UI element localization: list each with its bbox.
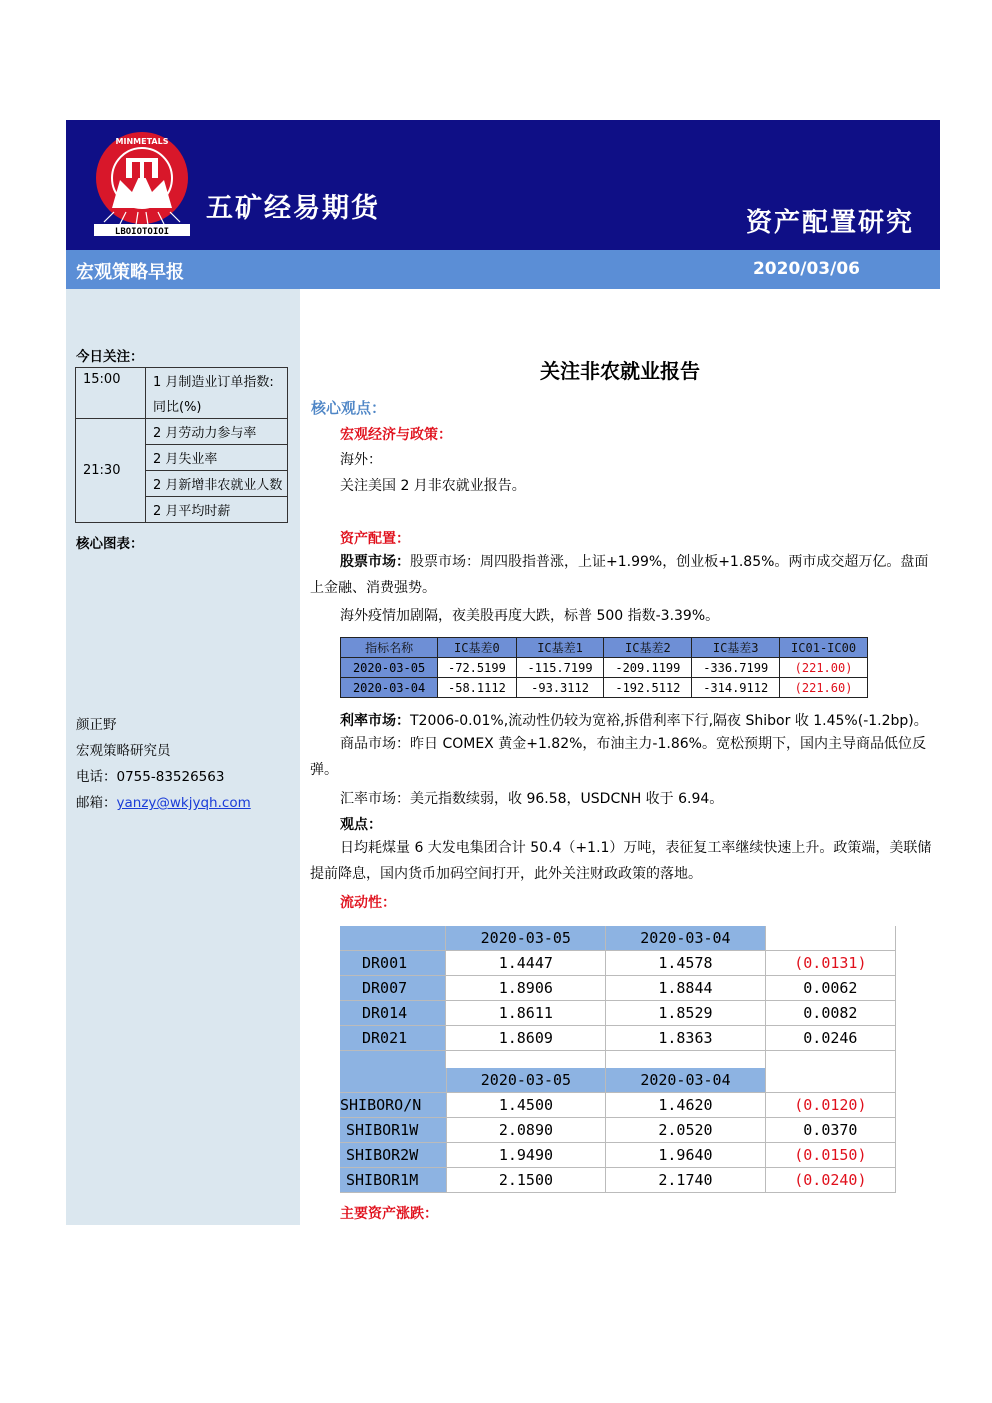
table-row (340, 1093, 896, 1118)
view-text: 日均耗煤量 6 大发电集团合计 50.4（+1.1）万吨，表征复工率继续快速上升。政策端，美联储提前降息，国内货币加码空间打开，此外关注财政政策的落地。 (310, 840, 932, 882)
core-chart-label: 核心图表： (76, 536, 144, 552)
table-cell: -336.7199 (692, 658, 780, 678)
table-row (340, 951, 896, 976)
table-cell: -72.5199 (438, 658, 516, 678)
svg-text:LBOIOTOIOI: LBOIOTOIOI (114, 227, 170, 237)
liquidity-heading: 流动性： (340, 895, 396, 911)
core-view-heading: 核心观点： (311, 399, 387, 417)
table-row (340, 1143, 896, 1168)
table-cell: 1.4578 (606, 951, 766, 976)
author-email-link[interactable]: yanzy@wkjyqh.com (116, 795, 251, 811)
view-label: 观点： (340, 817, 382, 833)
table-row (340, 1026, 896, 1051)
table-cell: 2.0520 (606, 1118, 766, 1143)
sidebar (66, 289, 300, 1225)
table-cell: 1.8529 (606, 1001, 766, 1026)
table-cell: 0.0246 (765, 1026, 895, 1051)
table-cell: (0.0131) (765, 951, 895, 976)
stock-label: 股票市场： (340, 554, 410, 570)
table-cell: 2020-03-04 (341, 678, 438, 698)
table-cell: SHIBORO/N (340, 1093, 446, 1118)
ic-basis-table (340, 637, 868, 698)
table-header: IC基差1 (516, 638, 604, 658)
rate-paragraph (340, 710, 928, 730)
table-cell: DR014 (340, 1001, 446, 1026)
table-header: IC基差2 (604, 638, 692, 658)
macro-heading: 宏观经济与政策： (340, 427, 452, 443)
overseas-text: 关注美国 2 月非农就业报告。 (340, 478, 526, 494)
focus-event: 2 月失业率 (146, 445, 288, 471)
minmetals-logo (92, 130, 192, 238)
table-header-row (341, 638, 868, 658)
table-row (340, 1001, 896, 1026)
table-cell: (0.0150) (765, 1143, 895, 1168)
table-header: 2020-03-05 (446, 926, 606, 951)
commodity-paragraph (310, 731, 932, 783)
table-cell: 2.1740 (606, 1168, 766, 1193)
table-cell: 1.8906 (446, 976, 606, 1001)
table-row (340, 976, 896, 1001)
table-cell: 1.9640 (606, 1143, 766, 1168)
commodity-text: 商品市场：昨日 COMEX 黄金+1.82%，布油主力-1.86%。宽松预期下，国内主导商品低位反弹。 (310, 736, 926, 778)
report-header (66, 120, 940, 250)
table-header-row (340, 926, 896, 951)
view-paragraph (310, 835, 932, 887)
rate-label: 利率市场： (340, 713, 410, 729)
table-cell: SHIBOR1W (340, 1118, 446, 1143)
table-cell: (221.60) (780, 678, 868, 698)
table-cell: 1.4500 (446, 1093, 606, 1118)
table-header (340, 926, 446, 951)
table-cell: 2020-03-05 (341, 658, 438, 678)
table-cell: DR007 (340, 976, 446, 1001)
table-cell: 1.4447 (446, 951, 606, 976)
table-row (340, 1168, 896, 1193)
focus-time: 21:30 (76, 419, 146, 523)
report-date: 2020/03/06 (752, 259, 860, 279)
table-header: 2020-03-04 (606, 926, 766, 951)
table-header-row (340, 1068, 896, 1093)
focus-label: 今日关注： (76, 349, 144, 365)
report-series-title: 宏观策略早报 (76, 262, 184, 283)
asset-allocation-heading: 资产配置： (340, 531, 410, 547)
focus-event: 1 月制造业订单指数: (146, 368, 288, 394)
table-header: 2020-03-04 (606, 1068, 766, 1093)
table-cell: DR001 (340, 951, 446, 976)
focus-row (76, 419, 288, 445)
table-cell: -209.1199 (604, 658, 692, 678)
table-header: 指标名称 (341, 638, 438, 658)
table-cell: 1.9490 (446, 1143, 606, 1168)
table-header (765, 1068, 895, 1093)
focus-time: 15:00 (76, 368, 146, 419)
sub-title-bar (66, 250, 940, 289)
focus-event: 2 月平均时薪 (146, 497, 288, 523)
table-cell: 1.4620 (606, 1093, 766, 1118)
stock-text: 股票市场：周四股指普涨，上证+1.99%，创业板+1.85%。两市成交超万亿。盘面上金融、消费强势。 (310, 554, 929, 596)
table-cell: 1.8363 (606, 1026, 766, 1051)
report-title: 关注非农就业报告 (540, 359, 700, 383)
table-cell: -115.7199 (516, 658, 604, 678)
focus-event: 2 月劳动力参与率 (146, 419, 288, 445)
author-phone: 电话：0755-83526563 (76, 769, 225, 785)
major-assets-heading: 主要资产涨跌： (340, 1206, 438, 1222)
focus-event: 2 月新增非农就业人数 (146, 471, 288, 497)
table-cell: (0.0240) (765, 1168, 895, 1193)
table-header: IC01-IC00 (780, 638, 868, 658)
author-title: 宏观策略研究员 (76, 743, 171, 759)
stock-text-overseas: 海外疫情加剧隔，夜美股再度大跌，标普 500 指数-3.39%。 (340, 608, 720, 624)
author-email-line (76, 791, 251, 811)
overseas-label: 海外： (340, 452, 382, 468)
table-cell: 0.0062 (765, 976, 895, 1001)
table-cell: 0.0370 (765, 1118, 895, 1143)
table-cell: -192.5112 (604, 678, 692, 698)
table-cell: (0.0120) (765, 1093, 895, 1118)
rate-text: T2006-0.01%,流动性仍较为宽裕,拆借利率下行,隔夜 Shibor 收 1.45%(-1.2bp)。 (410, 713, 928, 729)
table-header: IC基差0 (438, 638, 516, 658)
fx-text: 汇率市场：美元指数续弱，收 96.58，USDCNH 收于 6.94。 (340, 791, 724, 807)
stock-paragraph (310, 549, 932, 601)
table-cell: -314.9112 (692, 678, 780, 698)
table-cell: 1.8611 (446, 1001, 606, 1026)
shibor-table (340, 1068, 896, 1193)
focus-table (75, 367, 288, 523)
dr-rate-table (340, 926, 896, 1076)
table-cell: 2.1500 (446, 1168, 606, 1193)
table-cell: SHIBOR1M (340, 1168, 446, 1193)
table-row (340, 1118, 896, 1143)
table-row (341, 678, 868, 698)
focus-event: 同比(%) (146, 393, 288, 419)
author-name: 颜正野 (76, 717, 117, 733)
table-cell: 2.0890 (446, 1118, 606, 1143)
company-name: 五矿经易期货 (206, 193, 380, 224)
table-cell: 1.8609 (446, 1026, 606, 1051)
report-type: 资产配置研究 (745, 208, 914, 238)
table-header: IC基差3 (692, 638, 780, 658)
table-cell: 0.0082 (765, 1001, 895, 1026)
table-cell: -58.1112 (438, 678, 516, 698)
focus-row (76, 368, 288, 394)
table-cell: 1.8844 (606, 976, 766, 1001)
table-cell: (221.00) (780, 658, 868, 678)
table-cell: SHIBOR2W (340, 1143, 446, 1168)
table-row (341, 658, 868, 678)
svg-text:MINMETALS: MINMETALS (115, 137, 169, 146)
table-cell: DR021 (340, 1026, 446, 1051)
email-label: 邮箱： (76, 795, 117, 811)
table-header: 2020-03-05 (446, 1068, 606, 1093)
table-cell: -93.3112 (516, 678, 604, 698)
table-header (765, 926, 895, 951)
table-header (340, 1068, 446, 1093)
